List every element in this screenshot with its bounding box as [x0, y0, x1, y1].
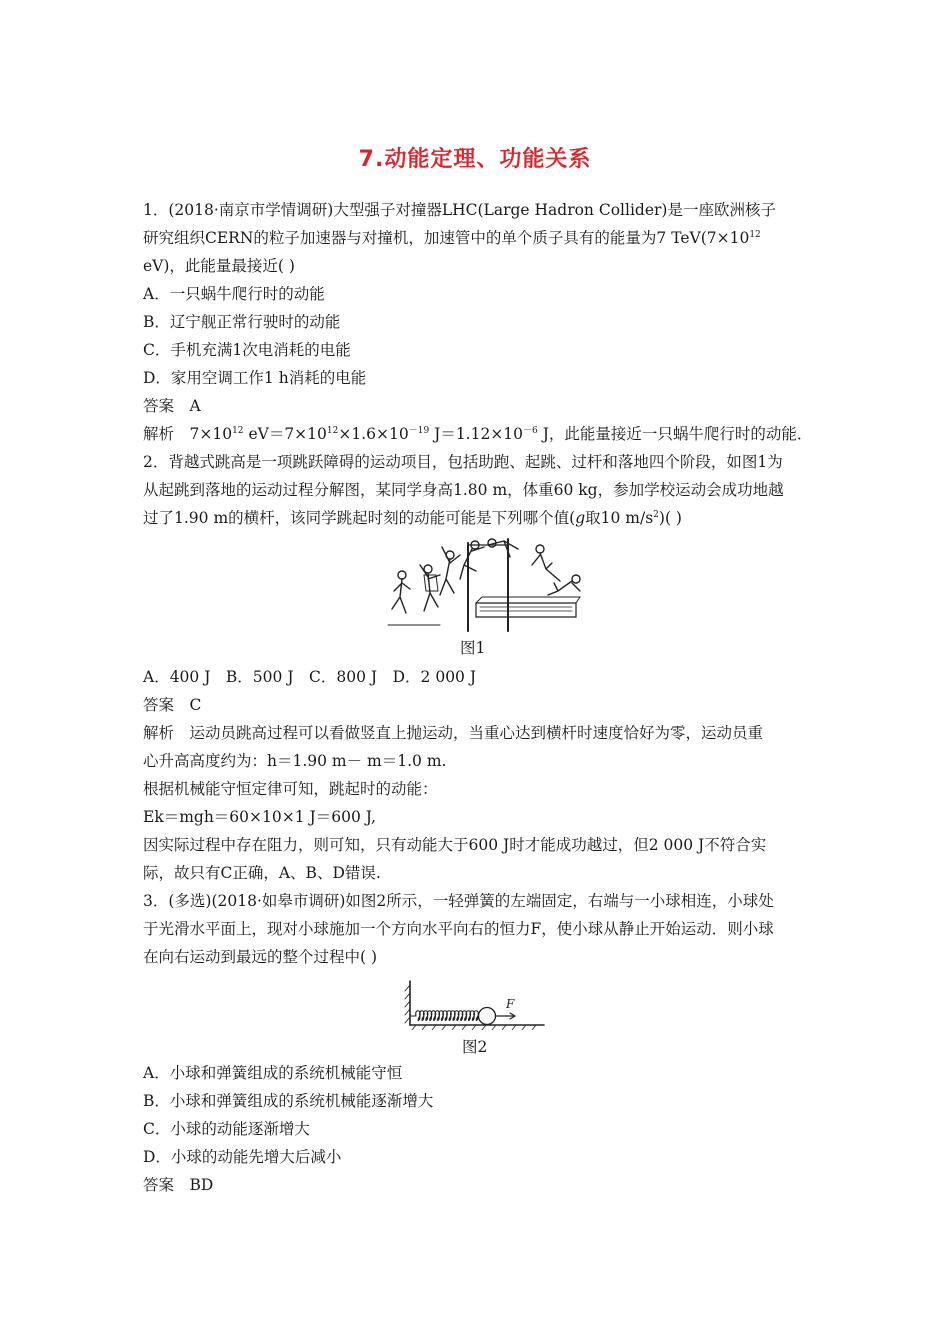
- q3-option-d: D．小球的动能先增大后减小: [143, 1148, 342, 1166]
- q1-stem-line-1: 1．(2018·南京市学情调研)大型强子对撞器LHC(Large Hadron Collider)是一座欧洲核子: [143, 201, 776, 219]
- q3-option-c: C．小球的动能逐渐增大: [143, 1120, 310, 1138]
- q3-answer: 答案 BD: [143, 1176, 214, 1194]
- figure-2-caption: 图2: [462, 1038, 488, 1056]
- q1-stem-line-3: eV)，此能量最接近( ): [143, 257, 295, 275]
- q1-analysis: 解析 $7\times 10^{12}$ $eV=7\times 10^{12}\times 1.6\times 10^{-19}$ $J=1.12\times 10^{-6}$ J，此能量接近一只蜗牛爬行时的动能．: [143, 425, 813, 443]
- runner-figure-2: [420, 565, 440, 611]
- q1-option-a: A．一只蜗牛爬行时的动能: [143, 285, 325, 303]
- q1-answer: 答案 A: [143, 397, 201, 415]
- q1-stem-line-2: 研究组织CERN的粒子加速器与对撞机，加速管中的单个质子具有的能量为7 $TeV(7\times 10^{12}$: [143, 229, 761, 247]
- q2-analysis-line-4: Ek＝mgh＝60×10×1 J＝600 J,: [143, 808, 376, 826]
- q2-stem-line-1: 2．背越式跳高是一项跳跃障碍的运动项目，包括助跑、起跳、过杆和落地四个阶段，如图1为: [143, 453, 783, 471]
- q1-option-b: B．辽宁舰正常行驶时的动能: [143, 313, 341, 331]
- force-label: F: [506, 997, 515, 1011]
- q3-stem-line-2: 于光滑水平面上，现对小球施加一个方向水平向右的恒力F，使小球从静止开始运动．则小球: [143, 920, 774, 938]
- q2-analysis-line-1: 解析 运动员跳高过程可以看做竖直上抛运动，当重心达到横杆时速度恰好为零，运动员重: [143, 724, 764, 742]
- runner-figure-3: [440, 547, 460, 595]
- figure-1-caption: 图1: [460, 639, 486, 657]
- q2-answer: 答案 C: [143, 696, 202, 714]
- runner-figure-1: [392, 571, 410, 613]
- q1-option-d: D．家用空调工作1 h消耗的电能: [143, 369, 367, 387]
- q1-option-c: C．手机充满1次电消耗的电能: [143, 341, 351, 359]
- jumper-landing: [532, 545, 560, 581]
- q3-stem-line-1: 3．(多选)(2018·如皋市调研)如图2所示，一轻弹簧的左端固定，右端与一小球相连，小球处: [143, 892, 774, 910]
- q3-option-a: A．小球和弹簧组成的系统机械能守恒: [143, 1064, 403, 1082]
- high-jump-figure: [380, 535, 585, 635]
- ball: [479, 1008, 496, 1025]
- spring-ball-figure: [402, 975, 547, 1030]
- q2-stem-line-3: 过了1.90 m的横杆，该同学跳起时刻的动能可能是下列哪个值(g取10 $m/s^2$)( ): [143, 509, 682, 527]
- jumper-falling: [548, 575, 580, 595]
- q2-analysis-line-5: 因实际过程中存在阻力，则可知，只有动能大于600 J时才能成功越过，但2 000 J不符合实: [143, 836, 767, 854]
- jumper-over-bar: [488, 539, 518, 557]
- q3-stem-line-3: 在向右运动到最远的整个过程中( ): [143, 948, 378, 966]
- runner-figure-4: [460, 541, 484, 579]
- q2-analysis-line-3: 根据机械能守恒定律可知，跳起时的动能：: [143, 780, 438, 798]
- q3-option-b: B．小球和弹簧组成的系统机械能逐渐增大: [143, 1092, 434, 1110]
- q2-analysis-line-6: 际，故只有C正确，A、B、D错误.: [143, 864, 381, 882]
- spring: [410, 1011, 478, 1021]
- q2-stem-line-2: 从起跳到落地的运动过程分解图，某同学身高1.80 m，体重60 kg，参加学校运动会成功地越: [143, 481, 784, 499]
- q2-analysis-line-2: 心升高高度约为：h＝1.90 m－ m＝1.0 m.: [143, 752, 447, 770]
- page-title: 7.动能定理、功能关系: [358, 147, 592, 172]
- q2-options: A．400 J B．500 J C．800 J D．2 000 J: [143, 668, 477, 686]
